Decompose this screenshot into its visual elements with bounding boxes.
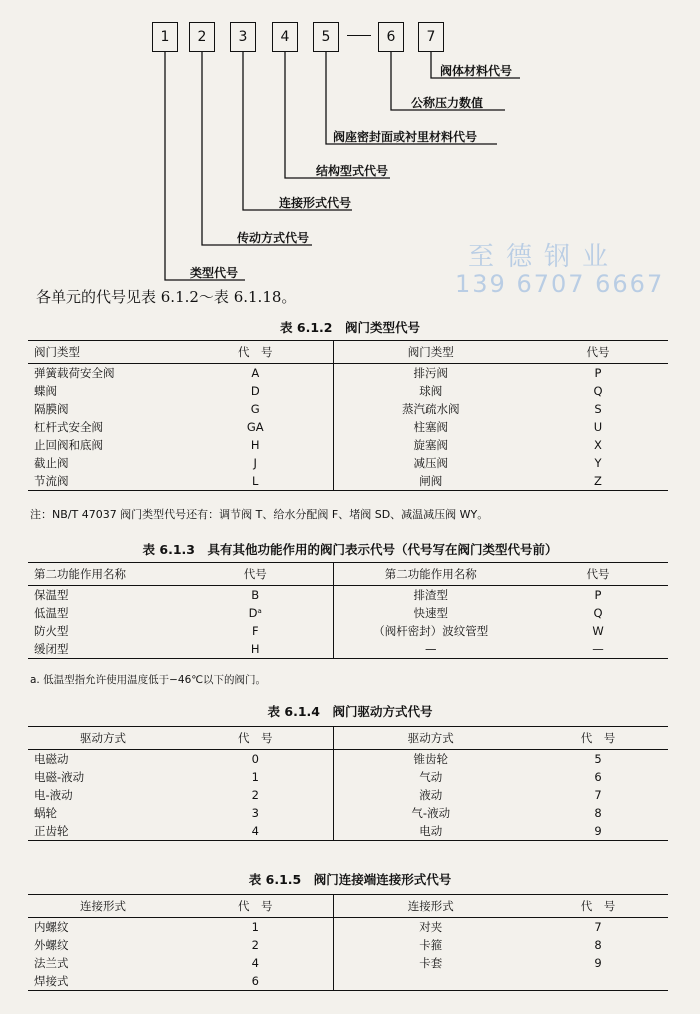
table-cell: 4 (178, 822, 333, 841)
label-connection-code: 连接形式代号 (279, 196, 352, 210)
table-cell: 对夹 (419, 920, 443, 934)
table-cell: 隔膜阀 (34, 402, 69, 416)
table-header-row (28, 727, 668, 750)
code-box-7: 7 (418, 22, 444, 52)
table-cell: U (593, 420, 603, 434)
table-cell: 气动 (419, 770, 443, 784)
table-cell: P (594, 366, 602, 380)
table-cell: 7 (594, 920, 602, 934)
table-valve-type-codes (28, 340, 668, 491)
table-cell: P (594, 588, 602, 602)
table-614-caption: 表 6.1.4 阀门驱动方式代号 (267, 704, 433, 719)
table-cell: 2 (178, 936, 333, 954)
code-box-1: 1 (152, 22, 178, 52)
table-row (28, 400, 668, 418)
table-row (28, 622, 668, 640)
table-cell: X (594, 438, 602, 452)
table-cell: 缓闭型 (34, 642, 69, 656)
code-box-3: 3 (230, 22, 256, 52)
table-cell: 外螺纹 (34, 938, 69, 952)
code-box-5: 5 (313, 22, 339, 52)
table-cell: — (425, 642, 437, 656)
header-cell: 第二功能作用名称 (34, 567, 126, 581)
table-cell: 排污阀 (413, 366, 448, 380)
table-cell: 卡套 (419, 956, 443, 970)
table-cell: 排渣型 (413, 588, 448, 602)
table-cell: B (178, 586, 333, 605)
table-row (28, 972, 668, 991)
table-cell: 法兰式 (34, 956, 69, 970)
table-cell: 闸阀 (419, 474, 443, 488)
table-cell: 气-液动 (411, 806, 451, 820)
label-structure-code: 结构型式代号 (316, 164, 389, 178)
table-613-caption: 表 6.1.3 具有其他功能作用的阀门表示代号（代号写在阀门类型代号前） (142, 542, 558, 557)
table-cell: 电磁-液动 (34, 770, 85, 784)
table-cell: 电-液动 (34, 788, 73, 802)
table-drive-method-codes (28, 726, 668, 841)
table-cell: — (592, 642, 604, 656)
table-cell: H (178, 640, 333, 659)
reference-text: 各单元的代号见表 6.1.2～表 6.1.18。 (36, 288, 297, 306)
table-612-note: 注：NB/T 47037 阀门类型代号还有：调节阀 T、给水分配阀 F、堵阀 SD、减温减压阀 WY。 (30, 508, 489, 521)
table-cell: 低温型 (34, 606, 69, 620)
table-cell: 节流阀 (34, 474, 69, 488)
table-cell: 7 (594, 788, 602, 802)
header-cell: 代 号 (178, 341, 333, 364)
header-cell: 阀门类型 (407, 345, 454, 359)
table-cell (528, 972, 668, 991)
label-seat-material-code: 阀座密封面或衬里材料代号 (333, 130, 478, 144)
table-cell: 电动 (419, 824, 443, 838)
table-row (28, 454, 668, 472)
code-box-4: 4 (272, 22, 298, 52)
table-cell: Q (593, 384, 603, 398)
table-cell: 0 (178, 750, 333, 769)
table-cell: 减压阀 (413, 456, 448, 470)
table-cell: W (592, 624, 604, 638)
table-cell: 卡箍 (419, 938, 443, 952)
table-connection-type-codes (28, 894, 668, 991)
table-cell: 截止阀 (34, 456, 69, 470)
table-row (28, 640, 668, 659)
table-row (28, 436, 668, 454)
header-cell: 驱动方式 (407, 731, 454, 745)
table-cell: 蒸汽疏水阀 (402, 402, 460, 416)
table-cell: 锥齿轮 (413, 752, 448, 766)
table-cell: 内螺纹 (34, 920, 69, 934)
table-cell: J (178, 454, 333, 472)
table-cell: 6 (594, 770, 602, 784)
table-cell: 快速型 (413, 606, 448, 620)
table-cell: D (178, 382, 333, 400)
table-cell: GA (178, 418, 333, 436)
table-cell: Q (593, 606, 603, 620)
table-cell: 正齿轮 (34, 824, 69, 838)
header-cell: 代 号 (178, 727, 333, 750)
header-cell: 代 号 (580, 899, 616, 913)
header-cell: 驱动方式 (80, 731, 126, 745)
table-row (28, 586, 668, 605)
table-cell: 球阀 (419, 384, 443, 398)
label-type-code: 类型代号 (190, 266, 239, 280)
table-cell: 保温型 (34, 588, 69, 602)
table-cell: 焊接式 (34, 974, 69, 988)
table-cell: 1 (178, 918, 333, 937)
table-cell: A (178, 364, 333, 383)
table-row (28, 936, 668, 954)
header-cell: 代号 (178, 563, 333, 586)
watermark-company: 至德钢业 (468, 242, 621, 272)
label-nominal-pressure: 公称压力数值 (411, 96, 484, 110)
table-cell: Z (594, 474, 602, 488)
table-cell: （阀杆密封）波纹管型 (373, 624, 489, 638)
table-cell: 柱塞阀 (413, 420, 448, 434)
header-cell: 代 号 (178, 895, 333, 918)
table-cell: 蜗轮 (34, 806, 57, 820)
table-row (28, 472, 668, 491)
table-cell: 6 (178, 972, 333, 991)
table-row (28, 954, 668, 972)
header-cell: 代 号 (580, 731, 616, 745)
table-row (28, 382, 668, 400)
table-cell: 蝶阀 (34, 384, 57, 398)
table-cell: L (178, 472, 333, 491)
header-cell: 连接形式 (407, 899, 454, 913)
label-drive-code: 传动方式代号 (237, 231, 310, 245)
header-cell: 阀门类型 (34, 345, 80, 359)
table-row (28, 768, 668, 786)
code-box-2: 2 (189, 22, 215, 52)
table-secondary-function-codes (28, 562, 668, 659)
table-header-row (28, 563, 668, 586)
table-cell: 液动 (419, 788, 443, 802)
table-cell: Dᵃ (178, 604, 333, 622)
table-row (28, 364, 668, 383)
table-cell: 8 (594, 938, 602, 952)
header-cell: 代号 (586, 345, 610, 359)
table-cell: 3 (178, 804, 333, 822)
table-cell: 4 (178, 954, 333, 972)
table-row (28, 804, 668, 822)
watermark-phone: 139 6707 6667 (455, 270, 665, 298)
table-cell: 止回阀和底阀 (34, 438, 103, 452)
table-cell: 防火型 (34, 624, 69, 638)
table-cell: 杠杆式安全阀 (34, 420, 103, 434)
table-cell: F (178, 622, 333, 640)
table-row (28, 822, 668, 841)
table-612-caption: 表 6.1.2 阀门类型代号 (280, 320, 420, 335)
table-cell: 旋塞阀 (413, 438, 448, 452)
table-cell: Y (594, 456, 602, 470)
code-box-6: 6 (378, 22, 404, 52)
table-cell: 5 (594, 752, 602, 766)
table-cell: 9 (594, 956, 602, 970)
table-cell: 弹簧载荷安全阀 (34, 366, 115, 380)
table-615-caption: 表 6.1.5 阀门连接端连接形式代号 (248, 872, 452, 887)
table-cell: 2 (178, 786, 333, 804)
table-cell: 9 (594, 824, 602, 838)
table-cell: G (178, 400, 333, 418)
table-row (28, 918, 668, 937)
table-cell: 1 (178, 768, 333, 786)
table-cell: H (178, 436, 333, 454)
table-cell: 电磁动 (34, 752, 69, 766)
table-header-row (28, 341, 668, 364)
table-cell: 8 (594, 806, 602, 820)
table-cell (333, 972, 528, 991)
table-header-row (28, 895, 668, 918)
table-row (28, 604, 668, 622)
label-body-material-code: 阀体材料代号 (440, 64, 513, 78)
header-cell: 代号 (586, 567, 610, 581)
table-cell: S (594, 402, 602, 416)
table-row (28, 750, 668, 769)
header-cell: 连接形式 (80, 899, 126, 913)
header-cell: 第二功能作用名称 (384, 567, 477, 581)
table-row (28, 418, 668, 436)
table-row (28, 786, 668, 804)
table-613-note: a. 低温型指允许使用温度低于−46℃以下的阀门。 (30, 674, 267, 686)
